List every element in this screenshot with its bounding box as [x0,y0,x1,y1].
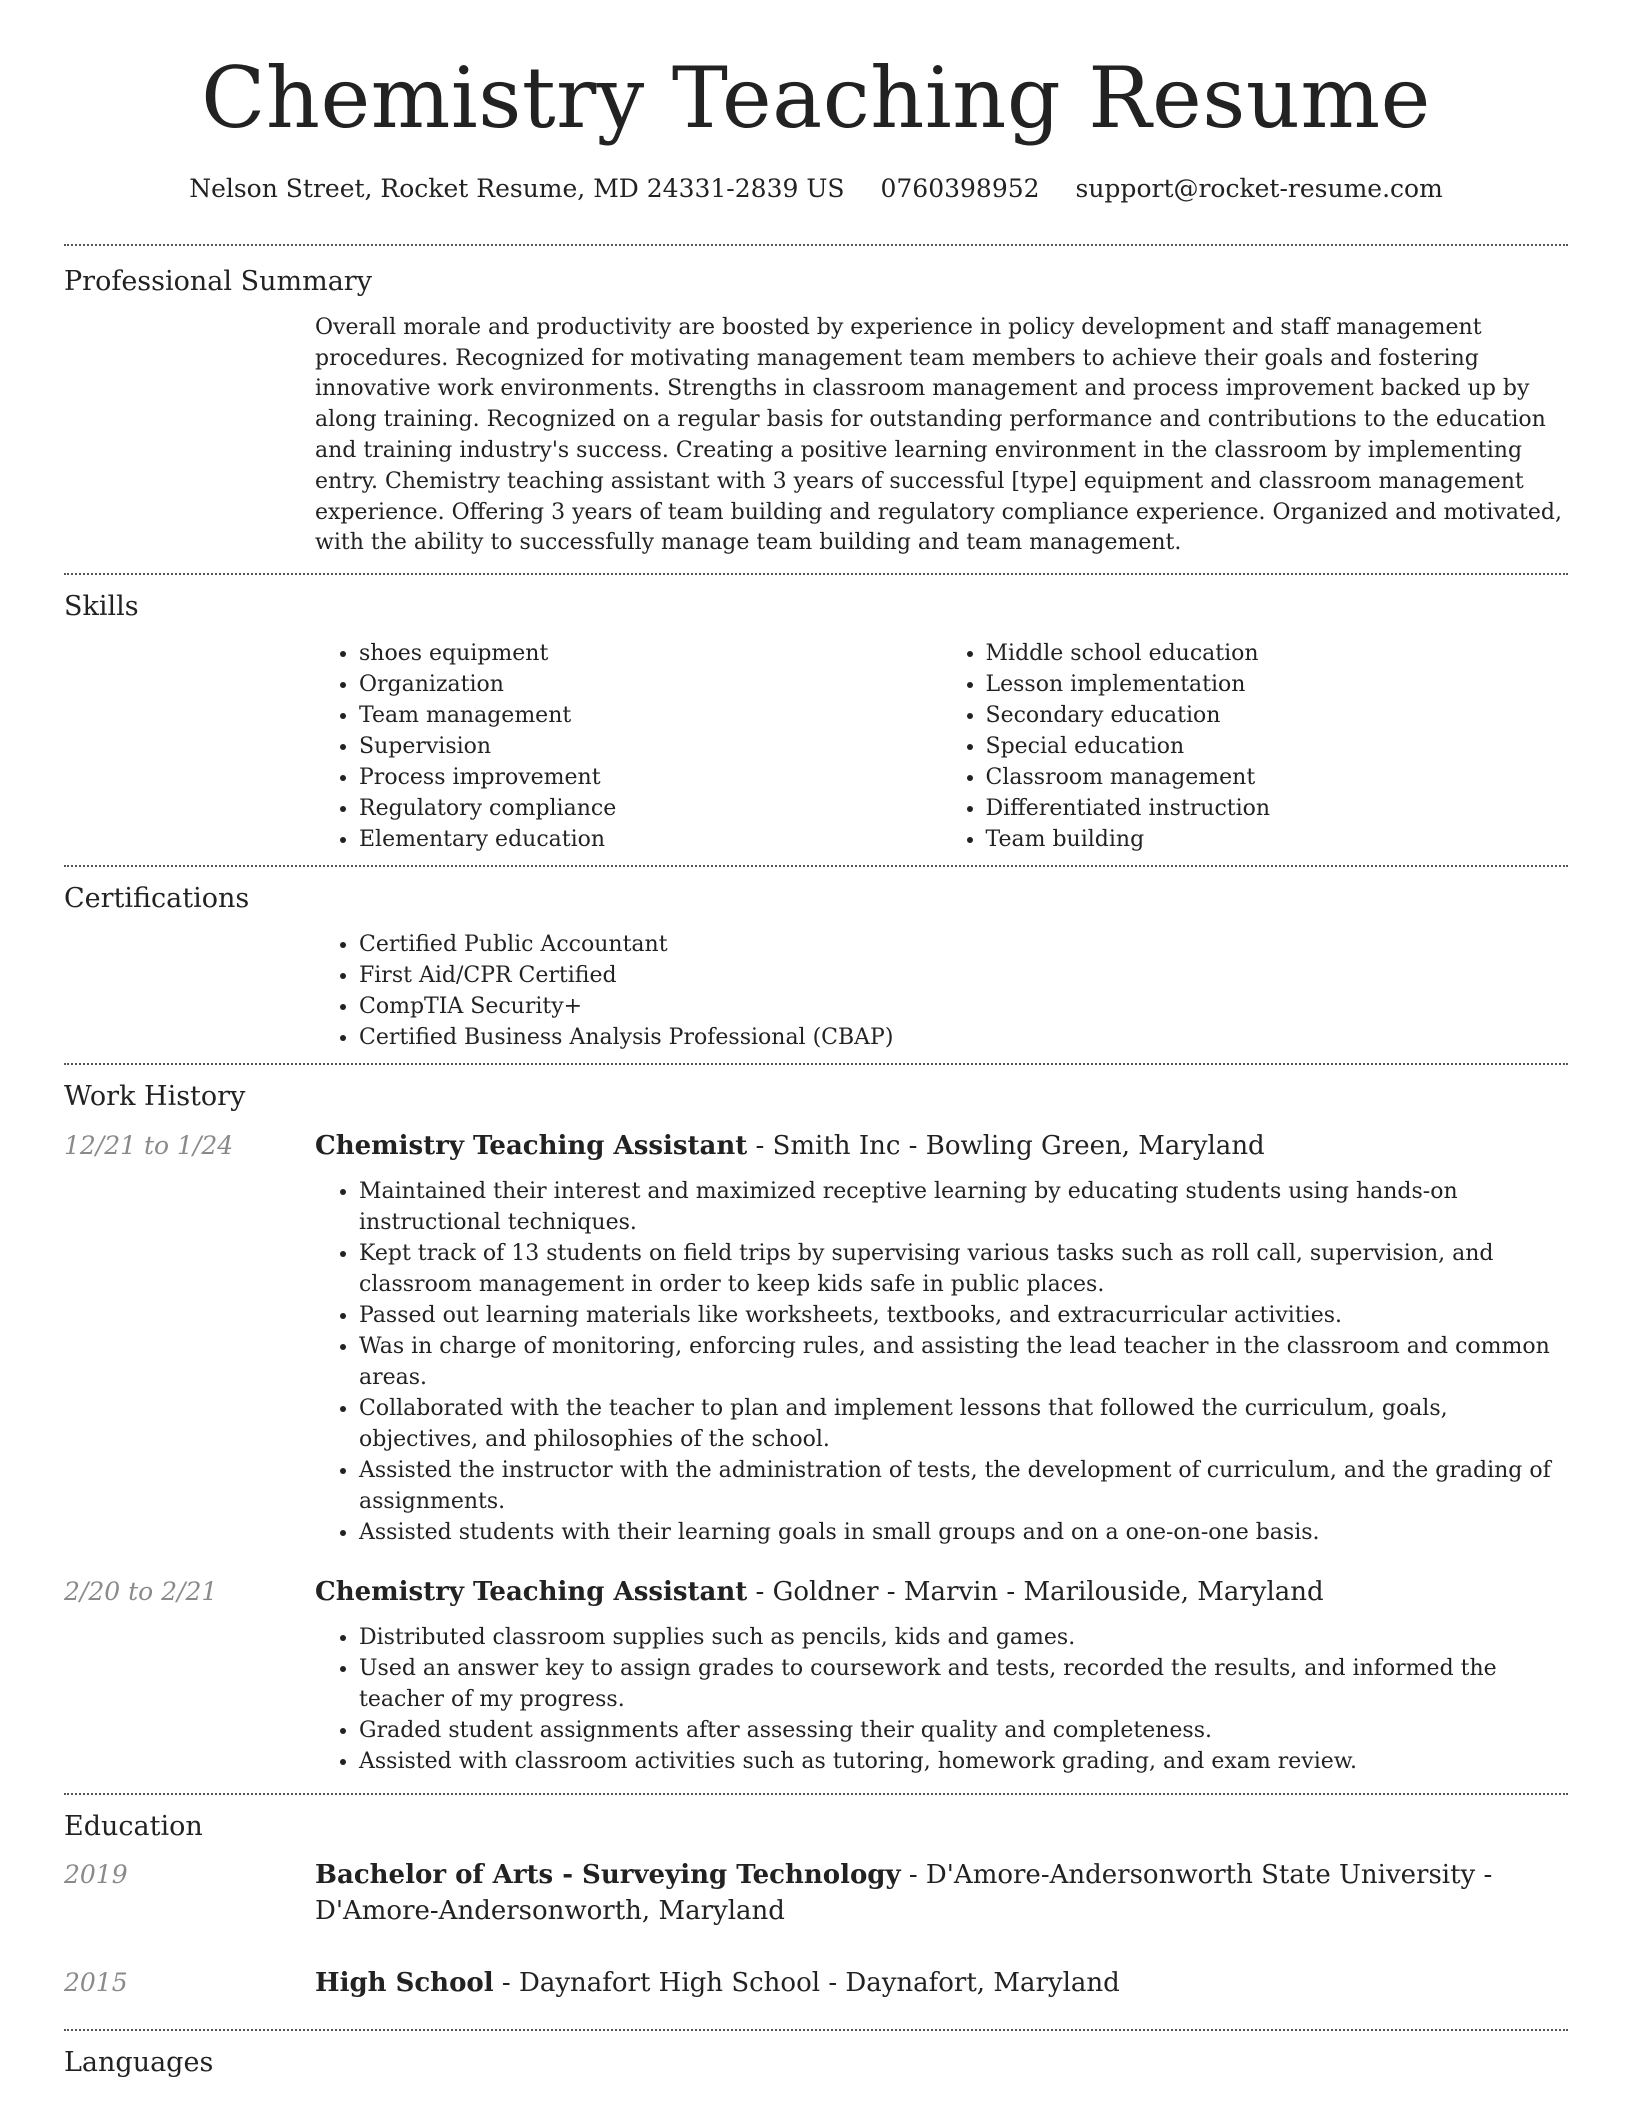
work-history-section [64,1065,1568,1776]
job-dates: 2/20 to 2/21 [64,1576,218,1606]
languages-heading: Languages [64,2046,214,2078]
job-header [315,1574,1568,1610]
job-bullet: • Assisted students with their learning goals in small groups and on a one-on-one basis. [359,1517,1568,1548]
job-employer-location: - Goldner - Marvin - Marilouside, Maryland [747,1576,1324,1607]
summary-heading: Professional Summary [64,266,372,298]
education-section [64,1795,1568,2013]
job-bullet: • Graded student assignments after assessing their quality and completeness. [359,1715,1568,1746]
certifications-heading: Certifications [64,882,250,914]
job-bullet: • Kept track of 13 students on field trips by supervising various tasks such as roll call, supervision, and classroom management in order to keep kids safe in public places. [359,1238,1568,1300]
skills-heading: Skills [64,591,139,623]
skills-grid [315,638,1568,865]
education-school: - Daynafort High School - Daynafort, Maryland [493,1967,1120,1998]
skill-item: • Process improvement [359,762,942,793]
job-entry [64,1128,1568,1548]
education-school: - D'Amore-Andersonworth State University - D'Amore-Andersonworth, Maryland [315,1859,1493,1926]
education-heading: Education [64,1810,203,1842]
skill-item: • Supervision [359,731,942,762]
summary-section [64,246,1568,573]
education-header [315,1857,1568,1929]
certifications-body [315,929,1568,1063]
education-degree: High School [315,1967,494,1998]
job-bullets [315,1622,1568,1777]
job-entry [64,1574,1568,1777]
job-bullet: • Passed out learning materials like worksheets, textbooks, and extracurricular activities. [359,1300,1568,1331]
job-details [315,1574,1568,1777]
skill-item: • Elementary education [359,824,942,855]
certification-item: • CompTIA Security+ [359,991,1568,1022]
job-bullet: • Assisted with classroom activities such as tutoring, homework grading, and exam review. [359,1746,1568,1777]
job-bullet: • Collaborated with the teacher to plan and implement lessons that followed the curriculum, goals, objectives, and philosophies of the school. [359,1393,1568,1455]
job-dates: 12/21 to 1/24 [64,1130,234,1160]
skill-item: • Classroom management [986,762,1569,793]
job-details [315,1128,1568,1548]
skills-list-right [942,638,1569,855]
skill-item: • Differentiated instruction [986,793,1569,824]
skill-item: • Lesson implementation [986,669,1569,700]
skill-item: • Secondary education [986,700,1569,731]
education-entry [64,1965,1568,2013]
job-header [315,1128,1568,1164]
skill-item: • Team management [359,700,942,731]
skill-item: • Regulatory compliance [359,793,942,824]
job-employer-location: - Smith Inc - Bowling Green, Maryland [747,1130,1265,1161]
skills-section [64,575,1568,864]
certification-item: • First Aid/CPR Certified [359,960,1568,991]
skill-item: • Organization [359,669,942,700]
job-bullets [315,1176,1568,1548]
education-year: 2015 [64,1967,128,1997]
certifications-section [64,867,1568,1063]
job-title: Chemistry Teaching Assistant [315,1130,748,1161]
skill-item: • Team building [986,824,1569,855]
job-bullet: • Maintained their interest and maximized receptive learning by educating students using hands-on instructional techniques. [359,1176,1568,1238]
job-bullet: • Assisted the instructor with the administration of tests, the development of curriculum, and the grading of assignments. [359,1455,1568,1517]
job-bullet: • Used an answer key to assign grades to coursework and tests, recorded the results, and informed the teacher of my progress. [359,1653,1568,1715]
job-bullet: • Was in charge of monitoring, enforcing rules, and assisting the lead teacher in the classroom and common areas. [359,1331,1568,1393]
education-header [315,1965,1568,2001]
job-title: Chemistry Teaching Assistant [315,1576,748,1607]
skill-item: • Special education [986,731,1569,762]
languages-section [64,2031,1568,2081]
work-history-heading: Work History [64,1081,246,1113]
skill-item: • shoes equipment [359,638,942,669]
resume-title: Chemistry Teaching Resume [201,49,1431,147]
contact-line [64,174,1568,204]
education-year: 2019 [64,1859,128,1889]
contact-email: support@rocket-resume.com [1075,174,1443,204]
skill-item: • Middle school education [986,638,1569,669]
certification-item: • Certified Public Accountant [359,929,1568,960]
education-details [315,1857,1568,1941]
education-entry [64,1857,1568,1941]
certification-item: • Certified Business Analysis Professional (CBAP) [359,1022,1568,1053]
summary-text: Overall morale and productivity are boosted by experience in policy development and staff management procedures. Recognized for motivating management team members to achieve their goals and fostering innovative work environments. Strengths in classroom management and process improvement backed up by along training. Recognized on a regular basis for outstanding performance and contributions to the education and training industry's success. Creating a positive learning environment in the classroom by implementing entry. Chemistry teaching assistant with 3 years of successful [type] equipment and classroom management experience. Offering 3 years of team building and regulatory compliance experience. Organized and motivated, with the ability to successfully manage team building and team management. [315,314,1562,556]
job-bullet: • Distributed classroom supplies such as pencils, kids and games. [359,1622,1568,1653]
skills-list-left [315,638,942,855]
contact-phone: 0760398952 [880,174,1040,204]
education-degree: Bachelor of Arts - Surveying Technology [315,1859,901,1890]
education-details [315,1965,1568,2013]
certifications-list [315,929,1568,1053]
contact-address: Nelson Street, Rocket Resume, MD 24331-2839 US [189,174,845,204]
